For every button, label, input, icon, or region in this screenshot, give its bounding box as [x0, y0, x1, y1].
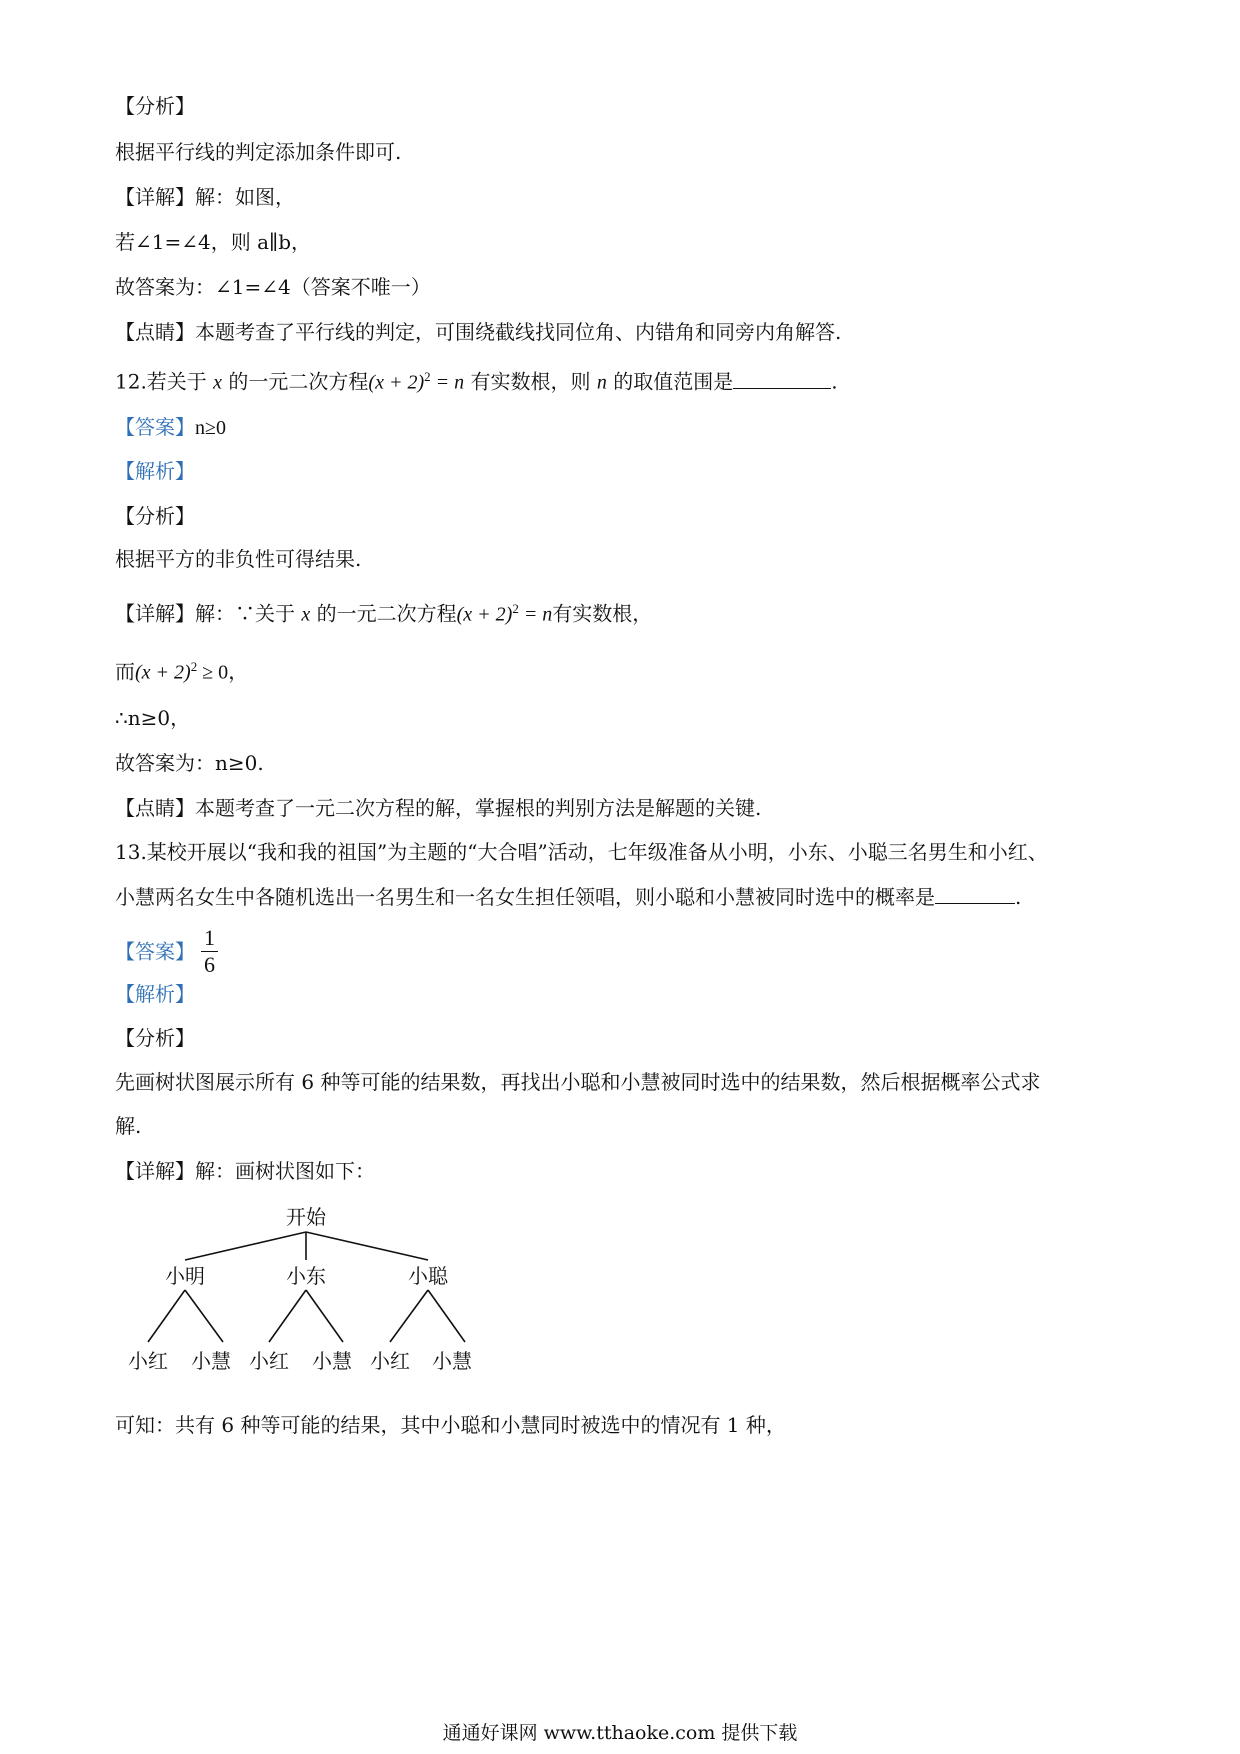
analysis-text-13-line2: 解.	[115, 1114, 142, 1138]
tree-edge	[306, 1232, 428, 1260]
tree-leaf-girl: 小慧	[312, 1349, 352, 1373]
er-suffix: ，	[228, 659, 249, 684]
remark-line: 【点睛】本题考查了平行线的判定，可围绕截线找同位角、内错角和同旁内角解答.	[115, 320, 842, 344]
q12-end: .	[831, 369, 838, 394]
er-exponent: 2	[190, 659, 198, 674]
q12-equation: (x + 2)	[368, 371, 425, 394]
analysis-text-12: 根据平方的非负性可得结果.	[115, 547, 362, 571]
detail12-prefix: 【详解】解：∵关于	[115, 601, 295, 626]
detail-heading-13: 【详解】解：画树状图如下：	[115, 1159, 375, 1183]
question-13-line1: 13.某校开展以“我和我的祖国”为主题的“大合唱”活动，七年级准备从小明，小东、小聪三名男生和小红、	[115, 840, 1048, 864]
analysis-heading-13: 【分析】	[115, 1026, 195, 1050]
q12-mid2: 有实数根，则	[470, 369, 591, 394]
answer-value: n≥0	[195, 417, 226, 439]
detail12-exponent: 2	[512, 601, 519, 616]
detail12-mid: 的一元二次方程	[316, 601, 457, 626]
tree-leaf-girl: 小红	[128, 1349, 168, 1373]
q13-line2-text: 小慧两名女生中各随机选出一名男生和一名女生担任领唱，则小聪和小慧被同时选中的概率是	[115, 885, 935, 909]
q12-var-n: n	[596, 371, 607, 394]
tree-edge	[185, 1290, 223, 1342]
jiexi-label-13: 【解析】	[115, 982, 195, 1006]
tree-node-boy: 小明	[165, 1264, 205, 1288]
analysis-text-13-line1: 先画树状图展示所有 6 种等可能的结果数，再找出小聪和小慧被同时选中的结果数，然后根据概率公式求	[115, 1070, 1041, 1094]
tree-edge	[428, 1290, 465, 1342]
analysis-text: 根据平行线的判定添加条件即可.	[115, 140, 402, 164]
detail-heading: 【详解】解：如图，	[115, 185, 295, 209]
tree-edge	[148, 1290, 185, 1342]
q12-suffix: 的取值范围是	[613, 369, 734, 394]
q12-exponent: 2	[424, 369, 431, 384]
er-prefix: 而	[115, 659, 135, 684]
tree-leaf-girl: 小慧	[191, 1349, 231, 1373]
answer-label: 【答案】	[115, 415, 195, 439]
jiexi-label: 【解析】	[115, 459, 195, 483]
tree-edge	[390, 1290, 428, 1342]
q12-prefix: 12.若关于	[115, 369, 207, 394]
remark-line-12: 【点睛】本题考查了一元二次方程的解，掌握根的判别方法是解题的关键.	[115, 796, 762, 820]
analysis-heading: 【分析】	[115, 94, 195, 118]
q12-mid1: 的一元二次方程	[228, 369, 369, 394]
tree-node-boy: 小东	[286, 1264, 326, 1288]
answer-line: 故答案为：∠1=∠4（答案不唯一）	[115, 275, 431, 299]
tree-node-boy: 小聪	[408, 1264, 448, 1288]
detail12-var: x	[301, 603, 311, 626]
analysis-heading-12: 【分析】	[115, 504, 195, 528]
tree-edge	[306, 1290, 343, 1342]
conclusion-line: 可知：共有 6 种等可能的结果，其中小聪和小慧同时被选中的情况有 1 种，	[115, 1413, 786, 1437]
detail12-rhs: = n	[518, 603, 553, 626]
answer-label: 【答案】	[115, 939, 195, 964]
q12-var-x: x	[213, 371, 223, 394]
q12-equation-rhs: = n	[430, 371, 465, 394]
q13-end: .	[1015, 885, 1022, 909]
er-equation: (x + 2)	[135, 661, 191, 684]
tree-edge	[269, 1290, 306, 1342]
tree-leaf-girl: 小慧	[432, 1349, 472, 1373]
fraction-denominator: 6	[204, 952, 215, 977]
footer-watermark: 通通好课网 www.tthaoke.com 提供下载	[442, 1722, 798, 1744]
detail12-equation: (x + 2)	[456, 603, 513, 626]
tree-edge	[185, 1232, 306, 1260]
therefore-line: ∴n≥0，	[115, 706, 191, 730]
tree-root: 开始	[286, 1205, 326, 1229]
tree-leaf-girl: 小红	[249, 1349, 289, 1373]
answer-line-12: 故答案为：n≥0.	[115, 751, 264, 775]
detail-line: 若∠1=∠4，则 a∥b，	[115, 230, 312, 254]
detail12-suffix: 有实数根，	[552, 601, 653, 626]
fraction-numerator: 1	[201, 925, 218, 952]
tree-leaf-girl: 小红	[370, 1349, 410, 1373]
er-rhs: ≥ 0	[197, 661, 229, 684]
